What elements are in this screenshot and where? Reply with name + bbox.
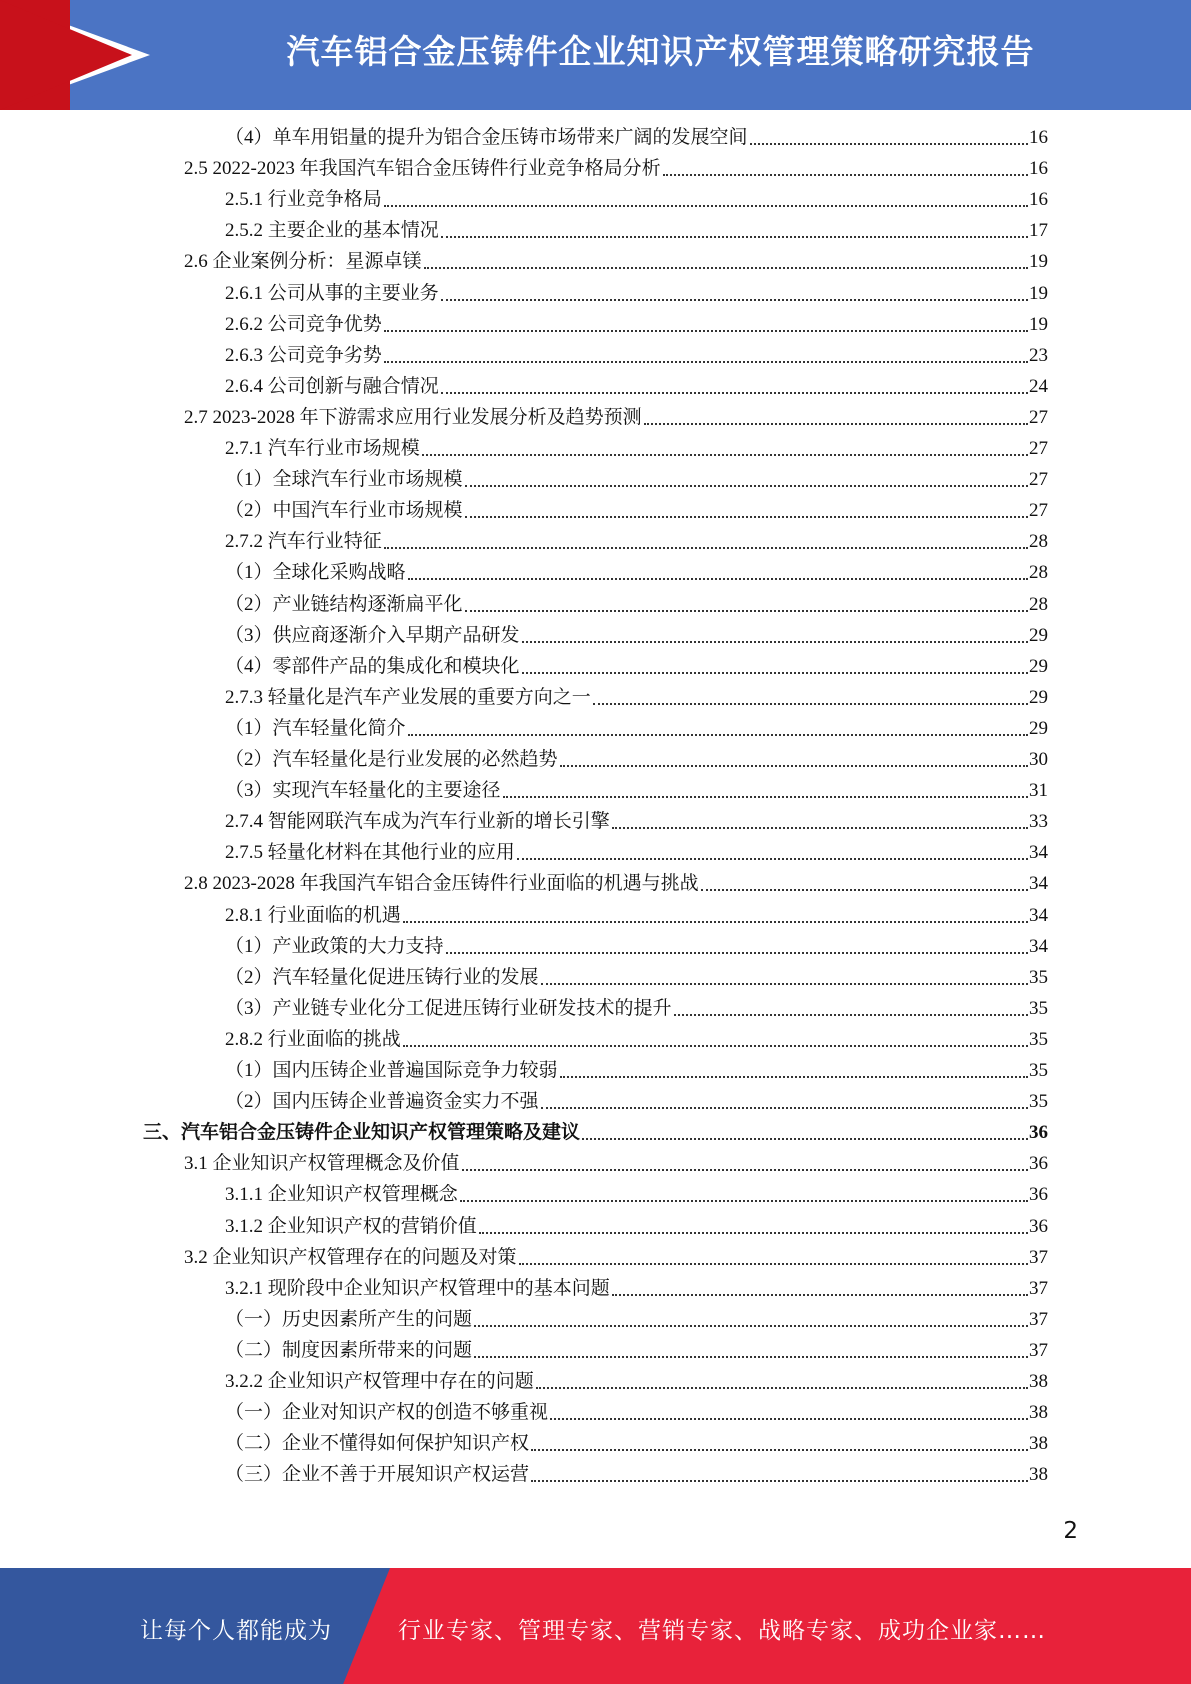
toc-entry-page: 38 — [1029, 1402, 1048, 1424]
report-title: 汽车铝合金压铸件企业知识产权管理策略研究报告 — [286, 32, 1035, 71]
toc-dot-leader — [479, 1232, 1028, 1234]
toc-entry-page: 24 — [1029, 375, 1048, 397]
toc-entry[interactable] — [225, 554, 1048, 584]
toc-dot-leader — [750, 143, 1028, 145]
toc-entry[interactable] — [225, 430, 1048, 460]
toc-entry-label: 3.1.1 企业知识产权管理概念 — [225, 1184, 458, 1206]
toc-dot-leader — [446, 952, 1028, 954]
toc-entry-page: 38 — [1029, 1371, 1048, 1392]
page-header — [0, 0, 1191, 110]
toc-dot-leader — [384, 205, 1028, 207]
toc-entry-label: （1）全球化采购战略 — [225, 562, 406, 584]
toc-entry[interactable] — [184, 1145, 1048, 1175]
toc-entry-label: （二）企业不懂得如何保护知识产权 — [225, 1433, 530, 1455]
toc-entry[interactable] — [225, 928, 1048, 958]
toc-dot-leader — [422, 454, 1028, 456]
toc-entry-page: 35 — [1029, 966, 1048, 988]
toc-dot-leader — [384, 330, 1028, 332]
toc-dot-leader — [663, 174, 1028, 176]
toc-entry-page: 35 — [1029, 1028, 1048, 1050]
toc-entry-label: 三、汽车铝合金压铸件企业知识产权管理策略及建议 — [143, 1122, 581, 1144]
toc-entry-label: （一）历史因素所产生的问题 — [225, 1308, 473, 1330]
toc-entry-page: 37 — [1029, 1308, 1048, 1330]
toc-entry-page: 33 — [1029, 811, 1048, 833]
toc-entry-page: 35 — [1029, 997, 1048, 1019]
toc-entry-page: 29 — [1029, 686, 1048, 708]
toc-entry-page: 37 — [1029, 1339, 1048, 1361]
toc-entry-page: 36 — [1029, 1184, 1048, 1206]
toc-entry[interactable] — [225, 710, 1048, 740]
toc-entry-label: （2）产业链结构逐渐扁平化 — [225, 593, 463, 615]
toc-entry-label: 2.6.3 公司竞争劣势 — [225, 344, 382, 366]
toc-dot-leader — [462, 1169, 1028, 1171]
toc-entry-label: （1）国内压铸企业普遍国际竞争力较弱 — [225, 1060, 558, 1081]
toc-entry-page: 19 — [1029, 251, 1048, 273]
page-number: 2 — [1063, 1518, 1078, 1544]
toc-entry-page: 23 — [1029, 344, 1048, 366]
toc-dot-leader — [441, 392, 1028, 394]
footer-slogan-right: 行业专家、管理专家、营销专家、战略专家、成功企业家…… — [398, 1618, 1046, 1644]
toc-entry-page: 34 — [1029, 904, 1048, 926]
toc-entry-label: 2.6.1 公司从事的主要业务 — [225, 282, 439, 304]
toc-dot-leader — [519, 1263, 1028, 1265]
toc-entry-label: （1）产业政策的大力支持 — [225, 935, 444, 957]
toc-entry-label: 2.8.2 行业面临的挑战 — [225, 1028, 401, 1050]
toc-dot-leader — [612, 1294, 1028, 1296]
toc-entry-label: 3.2.2 企业知识产权管理中存在的问题 — [225, 1371, 534, 1392]
toc-entry-label: 2.7.3 轻量化是汽车产业发展的重要方向之一 — [225, 686, 591, 708]
toc-entry-label: 2.7.5 轻量化材料在其他行业的应用 — [225, 842, 515, 864]
toc-entry[interactable] — [225, 212, 1048, 242]
toc-entry[interactable] — [225, 1363, 1048, 1393]
toc-dot-leader — [503, 796, 1028, 798]
toc-entry[interactable] — [225, 803, 1048, 833]
toc-entry-page: 36 — [1029, 1122, 1048, 1144]
toc-entry-page: 37 — [1029, 1277, 1048, 1299]
toc-dot-leader — [522, 672, 1028, 674]
toc-entry-label: 2.8.1 行业面临的机遇 — [225, 904, 401, 926]
toc-entry-label: （三）企业不善于开展知识产权运营 — [225, 1464, 530, 1486]
toc-entry-label: 2.5 2022-2023 年我国汽车铝合金压铸件行业竞争格局分析 — [184, 158, 661, 180]
toc-entry[interactable] — [143, 1114, 1048, 1144]
toc-dot-leader — [593, 703, 1028, 705]
toc-entry-label: 2.7.2 汽车行业特征 — [225, 531, 382, 553]
toc-entry[interactable] — [225, 1176, 1048, 1206]
toc-dot-leader — [408, 734, 1028, 736]
toc-dot-leader — [465, 610, 1028, 612]
toc-entry-page: 36 — [1029, 1153, 1048, 1175]
toc-entry-page: 34 — [1029, 873, 1048, 895]
toc-entry-page: 27 — [1029, 406, 1048, 428]
toc-entry-label: （4）零部件产品的集成化和模块化 — [225, 655, 520, 677]
toc-entry[interactable] — [225, 897, 1048, 927]
toc-entry-page: 31 — [1029, 780, 1048, 802]
toc-dot-leader — [560, 765, 1028, 767]
toc-entry-label: 2.7 2023-2028 年下游需求应用行业发展分析及趋势预测 — [184, 406, 642, 428]
toc-entry[interactable] — [225, 586, 1048, 616]
toc-entry[interactable] — [225, 1270, 1048, 1300]
toc-dot-leader — [522, 641, 1028, 643]
toc-entry-label: 3.2 企业知识产权管理存在的问题及对策 — [184, 1246, 517, 1268]
toc-dot-leader — [550, 1418, 1028, 1420]
toc-entry[interactable] — [184, 243, 1048, 273]
toc-dot-leader — [465, 485, 1028, 487]
toc-entry-page: 16 — [1029, 127, 1048, 148]
toc-entry-page: 27 — [1029, 438, 1048, 459]
toc-entry-page: 29 — [1029, 655, 1048, 677]
toc-dot-leader — [403, 921, 1028, 923]
toc-entry[interactable] — [225, 181, 1048, 211]
toc-entry-label: 2.6 企业案例分析：星源卓镁 — [184, 251, 422, 273]
toc-dot-leader — [474, 1325, 1028, 1327]
toc-entry-label: （3）供应商逐渐介入早期产品研发 — [225, 624, 520, 646]
toc-dot-leader — [612, 827, 1028, 829]
toc-entry[interactable] — [225, 679, 1048, 709]
toc-entry[interactable] — [225, 523, 1048, 553]
toc-dot-leader — [541, 1107, 1028, 1109]
toc-entry[interactable] — [225, 306, 1048, 336]
toc-entry-label: （2）汽车轻量化促进压铸行业的发展 — [225, 966, 539, 988]
toc-entry[interactable] — [225, 1394, 1048, 1424]
toc-entry-page: 38 — [1029, 1464, 1048, 1486]
toc-dot-leader — [582, 1138, 1028, 1140]
toc-dot-leader — [384, 361, 1028, 363]
toc-dot-leader — [674, 1014, 1028, 1016]
toc-dot-leader — [560, 1076, 1028, 1078]
toc-entry-page: 30 — [1029, 749, 1048, 770]
toc-entry[interactable] — [225, 461, 1048, 491]
toc-entry[interactable] — [225, 741, 1048, 771]
toc-dot-leader — [474, 1356, 1028, 1358]
toc-entry-page: 28 — [1029, 562, 1048, 584]
toc-entry[interactable] — [225, 959, 1048, 989]
toc-entry-page: 28 — [1029, 531, 1048, 553]
toc-entry-label: 3.1.2 企业知识产权的营销价值 — [225, 1215, 477, 1237]
footer-slogan-left: 让每个人都能成为 — [140, 1618, 332, 1644]
toc-entry-label: （二）制度因素所带来的问题 — [225, 1339, 473, 1361]
toc-entry-label: 2.5.1 行业竞争格局 — [225, 189, 382, 211]
toc-entry-label: （2）国内压铸企业普遍资金实力不强 — [225, 1091, 539, 1113]
toc-entry[interactable] — [225, 772, 1048, 802]
toc-entry-label: 2.6.2 公司竞争优势 — [225, 313, 382, 335]
toc-dot-leader — [465, 516, 1028, 518]
toc-entry-page: 35 — [1029, 1091, 1048, 1113]
toc-dot-leader — [441, 236, 1028, 238]
toc-entry-page: 37 — [1029, 1246, 1048, 1268]
toc-entry-page: 19 — [1029, 282, 1048, 304]
toc-entry-page: 27 — [1029, 500, 1048, 522]
toc-dot-leader — [531, 1449, 1028, 1451]
toc-dot-leader — [541, 983, 1028, 985]
toc-entry-label: （4）单车用铝量的提升为铝合金压铸市场带来广阔的发展空间 — [225, 127, 748, 148]
toc-entry-page: 34 — [1029, 935, 1048, 957]
toc-entry[interactable] — [225, 990, 1048, 1020]
toc-entry[interactable] — [225, 1083, 1048, 1113]
toc-entry-page: 29 — [1029, 624, 1048, 646]
toc-entry[interactable] — [225, 648, 1048, 678]
toc-dot-leader — [531, 1480, 1028, 1482]
toc-entry-page: 29 — [1029, 717, 1048, 739]
toc-entry-page: 35 — [1029, 1060, 1048, 1081]
toc-entry-label: 3.2.1 现阶段中企业知识产权管理中的基本问题 — [225, 1277, 610, 1299]
toc-dot-leader — [441, 299, 1028, 301]
toc-dot-leader — [408, 578, 1028, 580]
toc-entry[interactable] — [225, 275, 1048, 305]
toc-entry[interactable] — [184, 399, 1048, 429]
toc-entry[interactable] — [225, 337, 1048, 367]
toc-entry[interactable] — [225, 1052, 1048, 1082]
toc-entry[interactable] — [225, 119, 1048, 149]
toc-entry[interactable] — [225, 1332, 1048, 1362]
toc-entry[interactable] — [225, 1456, 1048, 1486]
toc-entry-page: 34 — [1029, 842, 1048, 864]
toc-entry-page: 38 — [1029, 1433, 1048, 1455]
toc-entry[interactable] — [184, 1239, 1048, 1269]
toc-entry-label: （2）中国汽车行业市场规模 — [225, 500, 463, 522]
toc-entry-page: 17 — [1029, 220, 1048, 242]
toc-dot-leader — [644, 423, 1028, 425]
toc-dot-leader — [460, 1200, 1028, 1202]
toc-entry[interactable] — [225, 1208, 1048, 1238]
toc-entry-page: 16 — [1029, 158, 1048, 180]
toc-entry[interactable] — [225, 1301, 1048, 1331]
toc-entry[interactable] — [184, 150, 1048, 180]
toc-dot-leader — [701, 889, 1028, 891]
toc-entry[interactable] — [225, 617, 1048, 647]
toc-entry-label: （1）全球汽车行业市场规模 — [225, 469, 463, 491]
toc-entry-page: 16 — [1029, 189, 1048, 211]
toc-dot-leader — [403, 1045, 1028, 1047]
toc-dot-leader — [536, 1387, 1028, 1389]
header-arrow-icon — [0, 0, 132, 110]
toc-dot-leader — [517, 858, 1028, 860]
toc-entry-label: 2.5.2 主要企业的基本情况 — [225, 220, 439, 242]
toc-entry-label: （1）汽车轻量化简介 — [225, 717, 406, 739]
toc-entry[interactable] — [184, 865, 1048, 895]
toc-entry-label: （一）企业对知识产权的创造不够重视 — [225, 1402, 549, 1424]
toc-dot-leader — [384, 547, 1028, 549]
toc-entry[interactable] — [225, 492, 1048, 522]
toc-entry-label: （3）产业链专业化分工促进压铸行业研发技术的提升 — [225, 997, 672, 1019]
toc-entry-page: 27 — [1029, 469, 1048, 491]
toc-entry-page: 36 — [1029, 1215, 1048, 1237]
toc-entry-label: （3）实现汽车轻量化的主要途径 — [225, 780, 501, 802]
toc-entry-label: （2）汽车轻量化是行业发展的必然趋势 — [225, 749, 558, 770]
toc-entry[interactable] — [225, 368, 1048, 398]
toc-entry-label: 2.8 2023-2028 年我国汽车铝合金压铸件行业面临的机遇与挑战 — [184, 873, 699, 895]
toc-entry-label: 2.7.1 汽车行业市场规模 — [225, 438, 420, 459]
page-footer — [0, 1568, 1191, 1684]
toc-entry[interactable] — [225, 1021, 1048, 1051]
toc-entry[interactable] — [225, 1425, 1048, 1455]
toc-entry[interactable] — [225, 834, 1048, 864]
toc-entry-page: 19 — [1029, 313, 1048, 335]
toc-entry-page: 28 — [1029, 593, 1048, 615]
toc-entry-label: 3.1 企业知识产权管理概念及价值 — [184, 1153, 460, 1175]
toc-dot-leader — [424, 267, 1028, 269]
toc-entry-label: 2.7.4 智能网联汽车成为汽车行业新的增长引擎 — [225, 811, 610, 833]
toc-entry-label: 2.6.4 公司创新与融合情况 — [225, 375, 439, 397]
